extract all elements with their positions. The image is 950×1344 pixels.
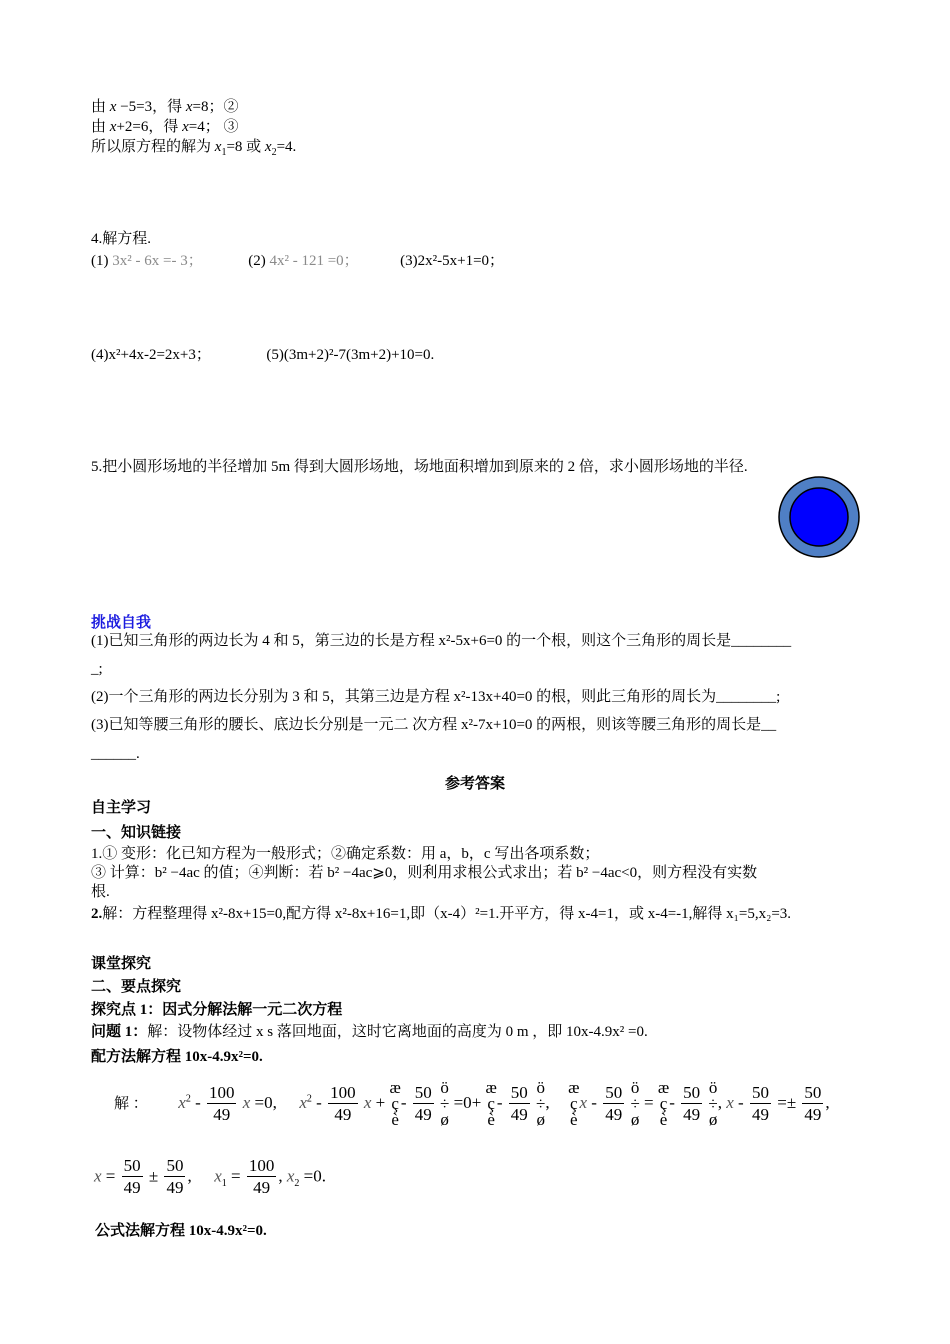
challenge-1-cont: _; xyxy=(91,661,103,677)
explore-point-1: 探究点 1：因式分解法解一元二次方程 xyxy=(91,1002,343,1018)
challenge-3: (3)已知等腰三角形的腰长、底边长分别是一元二 次方程 x²-7x+10=0 的两根，则该等腰三角形的周长是__ xyxy=(91,717,777,733)
section-key-points: 二、要点探究 xyxy=(91,979,182,995)
q4-eq2: 4x² - 121 =0； xyxy=(269,253,359,269)
solution-line-3: 所以原方程的解为 $x_1=8$ 或 $x_2=4$. xyxy=(91,139,297,158)
section-knowledge-link: 一、知识链接 xyxy=(91,825,182,841)
section-class-explore: 课堂探究 xyxy=(91,956,152,972)
answer-1-line1: 1.① 变形：化已知方程为一般形式；②确定系数：用 a，b，c 写出各项系数； xyxy=(91,846,600,862)
q4-eq3: (3)2x²-5x+1=0； xyxy=(400,253,505,269)
challenge-1: (1)已知三角形的两边长为 4 和 5，第三边的长是方程 x²-5x+6=0 的一个根，则这个三角形的周长是________ xyxy=(91,633,792,649)
answers-title: 参考答案 xyxy=(444,776,505,792)
q4-parts-row1: (1) 3x² - 6x =- 3； (2) 4x² - 121 =0； (3)2x²-5x+1=0； xyxy=(91,253,505,269)
answer-1-line2: ③ 计算：b² −4ac 的值；④判断：若 b² −4ac⩾0，则利用求根公式求出；若 b² −4ac<0，则方程没有实数 xyxy=(91,865,758,881)
answer-1-line3: 根. xyxy=(91,884,110,900)
q4-eq4: (4)x²+4x-2=2x+3； xyxy=(91,347,211,363)
q4-title: 4.解方程. xyxy=(91,231,152,247)
q5-text: 5.把小圆形场地的半径增加 5m 得到大圆形场地，场地面积增加到原来的 2 倍，求小圆形场地的半径. xyxy=(91,459,748,475)
solution-line-2: 由 x+2=6，得 x=4； ③ xyxy=(91,119,239,135)
answer-2: 2.解：方程整理得 x²-8x+15=0,配方得 x²-8x+16=1,即（x-4）²=1.开平方，得 x-4=1，或 x-4=-1,解得 x₁=5,x₂=3. xyxy=(91,906,792,922)
q4-eq5: (5)(3m+2)²-7(3m+2)+10=0. xyxy=(266,347,435,363)
solution-line-1: 由 x −5=3，得 x=8；② xyxy=(91,99,239,115)
section-self-study: 自主学习 xyxy=(91,800,152,816)
problem-1: 问题 1：解：设物体经过 x s 落回地面，这时它离地面的高度为 0 m ，即 10x-4.9x² =0. xyxy=(91,1024,648,1040)
completing-square-steps-2: x = $\frac{50}{49}$ ± $\frac{50}{49}$ , $x_1$ = $\frac{100}{49}$ , $x_2 =0$. xyxy=(94,1156,327,1197)
challenge-2: (2)一个三角形的两边长分别为 3 和 5，其第三边是方程 x²-13x+40=0 的根，则此三角形的周长为________; xyxy=(91,689,781,705)
completing-square-heading: 配方法解方程 10x-4.9x²=0. xyxy=(91,1049,263,1065)
circle-figure xyxy=(778,476,860,558)
formula-method-heading: 公式法解方程 10x-4.9x²=0. xyxy=(95,1223,267,1239)
completing-square-steps-1: 解 ： $x^2$ - $\frac{100}{49}$ x =0, $x^2$ - $\frac{100}{49}$ x + æ ç è- $\frac{50}{49}$ ö ÷ ø =0+ æ ç è- $\frac{50}{49}$ ö ÷ ø, æ ç èx - $\frac{50}{49}$ ö ÷ ø = æ ç è- $\frac{50}{49}$ ö ÷ ø, x - $\frac{50}{49}$ =± $\frac{50}{49}$ , xyxy=(114,1078,830,1129)
q4-eq1: 3x² - 6x =- 3； xyxy=(112,253,203,269)
challenge-3-cont: ______. xyxy=(91,746,140,762)
q4-parts-row2 xyxy=(91,346,434,364)
challenge-title: 挑战自我 xyxy=(91,615,152,631)
